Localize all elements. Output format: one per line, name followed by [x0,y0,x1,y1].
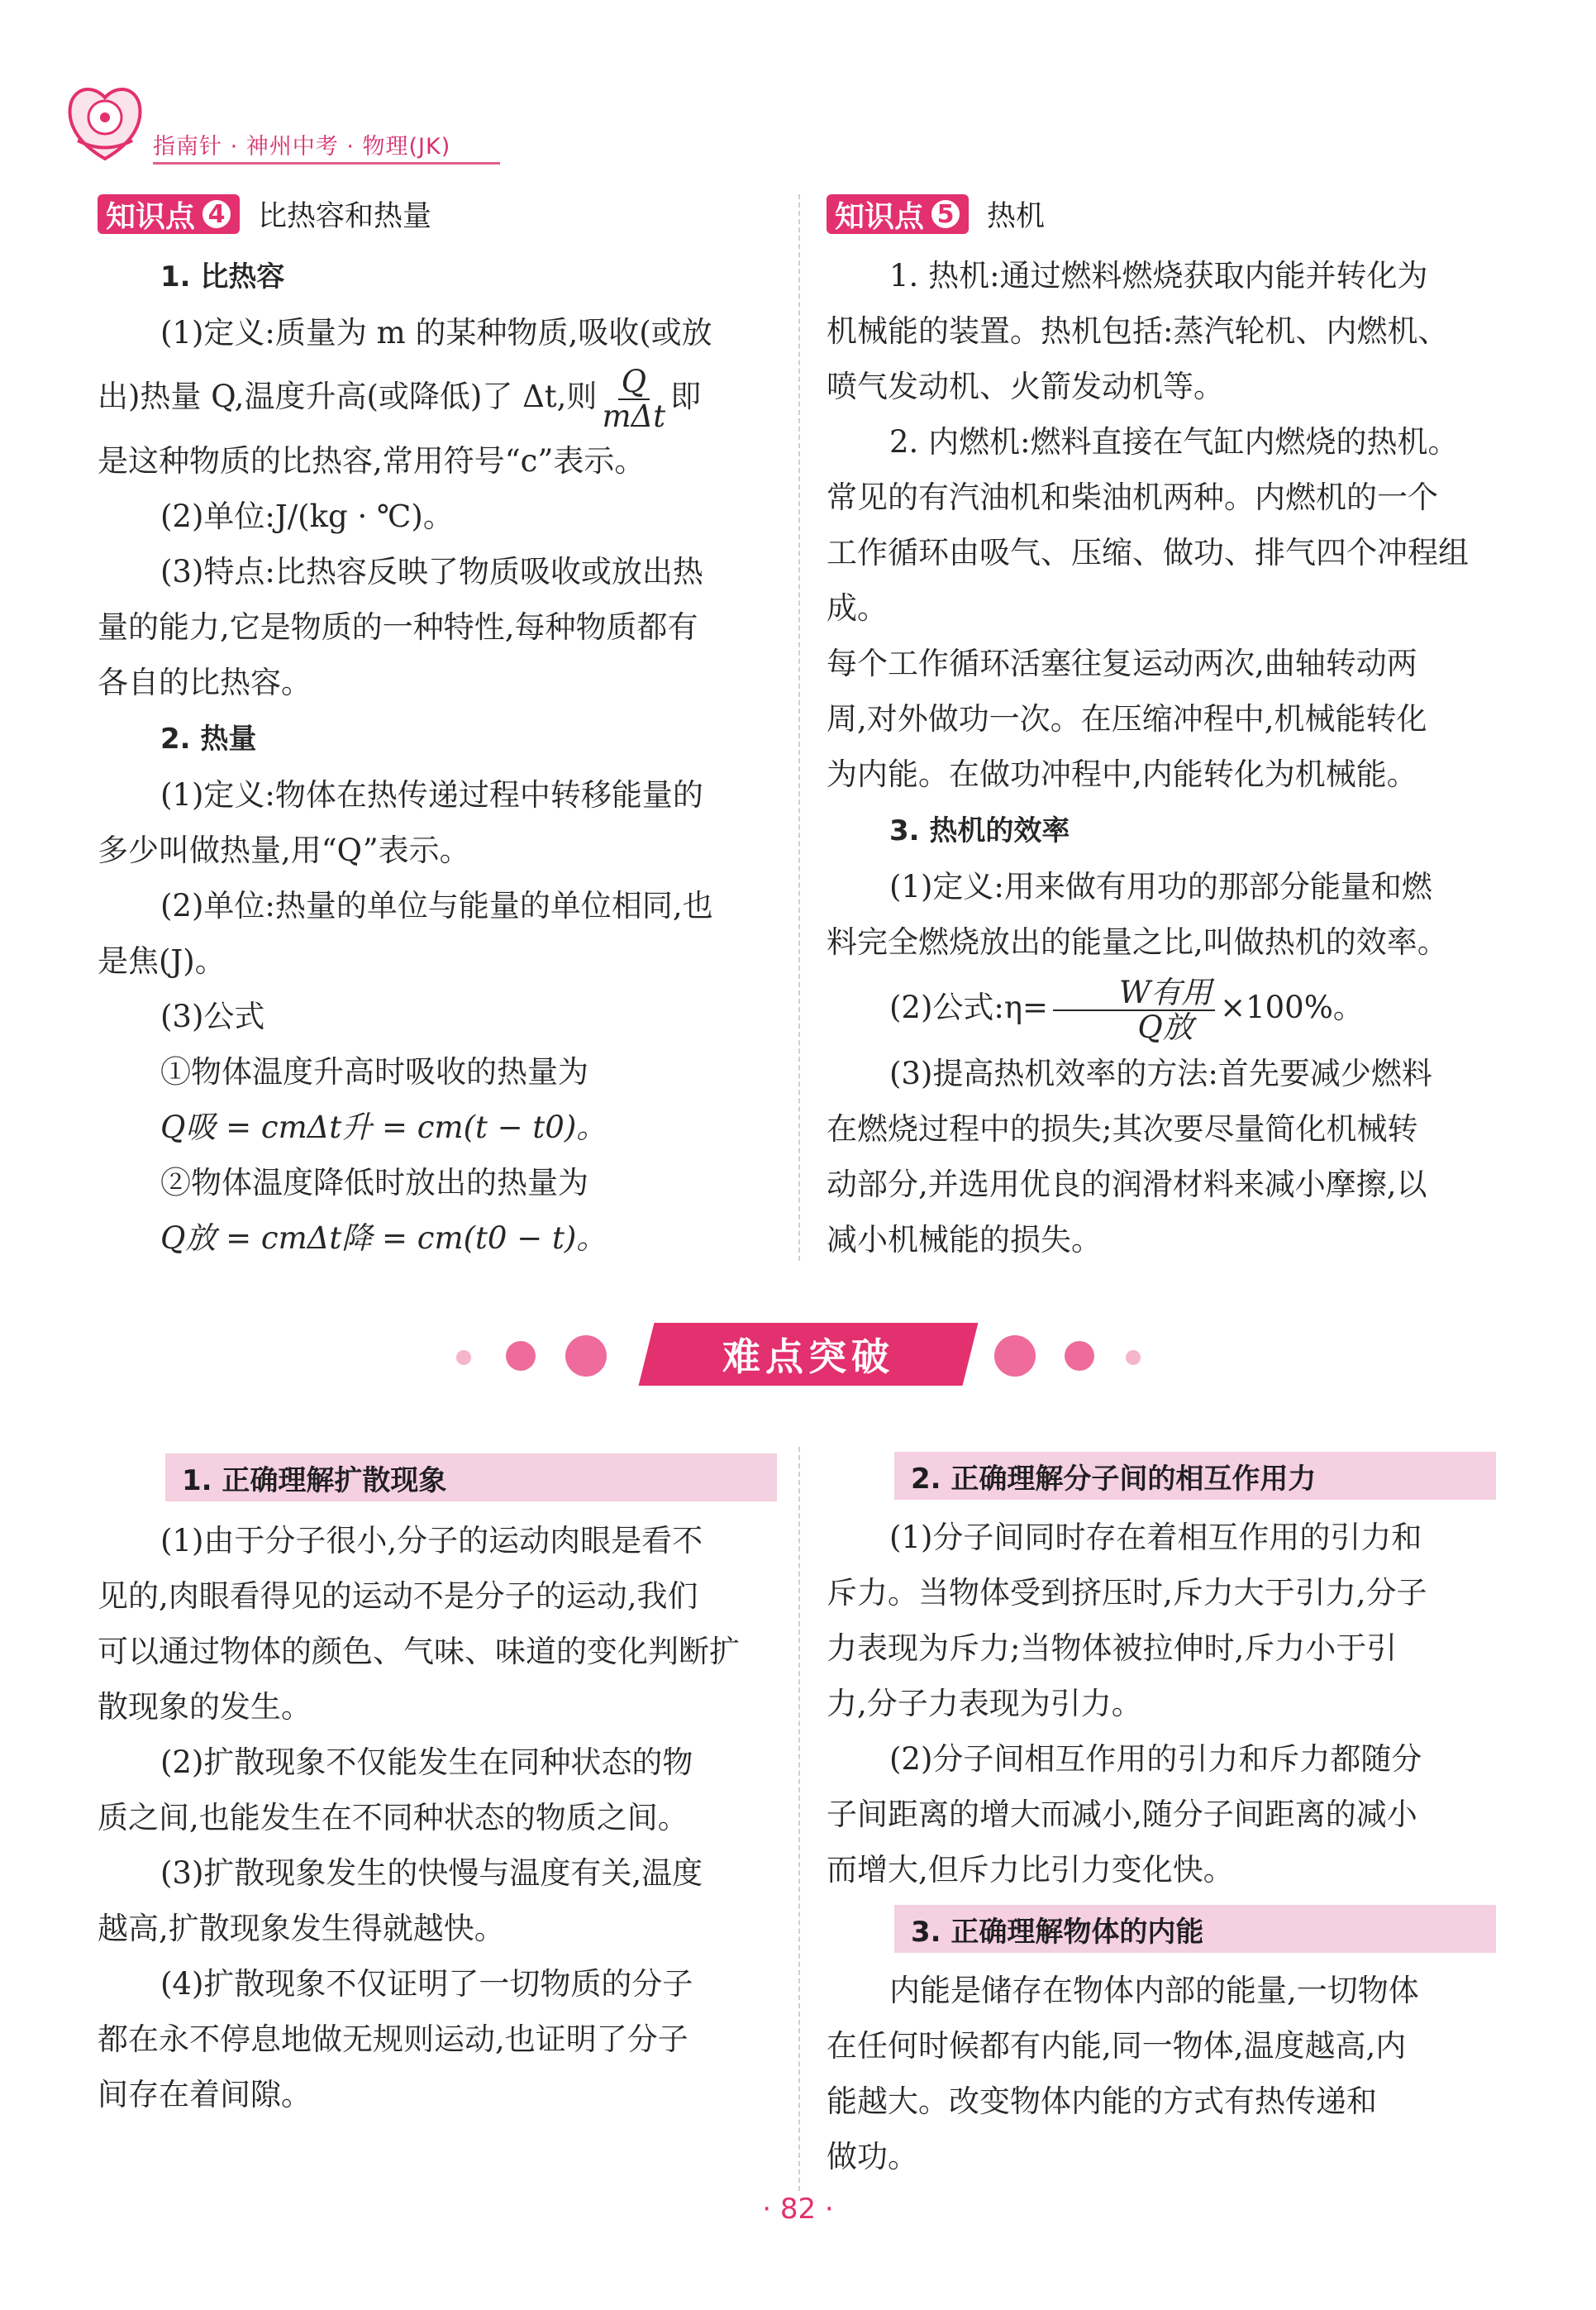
fraction-numerator: W有用 [1053,976,1215,1011]
paragraph: 减小机械能的损失。 [827,1222,1102,1258]
paragraph: 是焦(J)。 [98,943,226,979]
paragraph: 是这种物质的比热容,常用符号“c”表示。 [98,443,646,479]
paragraph: (1)分子间同时存在着相互作用的引力和 [889,1520,1422,1555]
knowledge-point-label: 知识点 [106,199,196,234]
paragraph: (1)由于分子很小,分子的运动肉眼是看不 [160,1523,703,1558]
paragraph: 做功。 [827,2139,918,2174]
paragraph: (3)公式 [160,999,265,1034]
paragraph: 力,分子力表现为引力。 [827,1686,1142,1721]
paragraph: 子间距离的增大而减小,随分子间距离的减小 [827,1797,1417,1832]
paragraph: (3)提高热机效率的方法:首先要减少燃料 [889,1056,1432,1091]
fraction-denominator: Q放 [1137,1009,1193,1045]
paragraph: 多少叫做热量,用“Q”表示。 [98,833,470,868]
paragraph: (1)定义:物体在热传递过程中转移能量的 [160,777,703,813]
paragraph-with-fraction [827,970,1513,1046]
paragraph: 各自的比热容。 [98,665,312,700]
column-divider [798,1447,800,2191]
decorative-dot [456,1350,471,1365]
paragraph: (2)单位:J/(kg · ℃)。 [160,499,454,534]
paragraph: 斥力。当物体受到挤压时,斥力大于引力,分子 [827,1575,1427,1611]
paragraph: (1)定义:用来做有用功的那部分能量和燃 [889,869,1432,904]
paragraph: 在任何时候都有内能,同一物体,温度越高,内 [827,2028,1407,2064]
paragraph: (2)分子间相互作用的引力和斥力都随分 [889,1741,1422,1777]
paragraph: 见的,肉眼看得见的运动不是分子的运动,我们 [98,1578,698,1614]
decorative-dot [1065,1341,1094,1371]
paragraph: 而增大,但斥力比引力变化快。 [827,1852,1234,1888]
knowledge-point-number: 4 [200,198,233,231]
paragraph: 都在永不停息地做无规则运动,也证明了分子 [98,2021,688,2057]
paragraph [827,248,1513,303]
text: ×100%。 [1220,990,1364,1025]
paragraph: 间存在着间隙。 [98,2077,312,2112]
fraction-numerator: Q [618,365,650,400]
knowledge-point-label: 知识点 [835,199,925,234]
paragraph-with-fraction [98,360,784,433]
decorative-dot [1126,1350,1141,1365]
text: 1. 热机:通过燃料燃烧获取内能并转化为 [889,258,1428,294]
paragraph: 机械能的装置。热机包括:蒸汽轮机、内燃机、 [827,313,1449,349]
paragraph: 动部分,并选用优良的润滑材料来减小摩擦,以 [827,1167,1427,1202]
paragraph: 在燃烧过程中的损失;其次要尽量简化机械转 [827,1111,1418,1147]
series-title: 指南针 · 神州中考 · 物理(JK) [153,134,451,160]
paragraph: 周,对外做功一次。在压缩冲程中,机械能转化 [827,701,1427,737]
paragraph: ②物体温度降低时放出的热量为 [160,1165,588,1200]
page-number: · 82 · [762,2193,834,2226]
paragraph: 工作循环由吸气、压缩、做功、排气四个冲程组成。 [827,535,1469,626]
right-column-text [827,248,1513,1267]
paragraph: 内能是储存在物体内部的能量,一切物体 [889,1973,1419,2008]
knowledge-point-title: 热机 [987,200,1046,233]
text: 即 [670,379,702,414]
paragraph: 越高,扩散现象发生得就越快。 [98,1911,505,1946]
decorative-dot [565,1335,607,1377]
decorative-dot [994,1335,1036,1377]
subheading-internal-energy: 3. 正确理解物体的内能 [894,1905,1496,1953]
section-banner-title: 难点突破 [722,1334,894,1379]
publisher-logo-icon [60,76,150,167]
left-column-text [98,248,784,1266]
column-divider [798,194,800,1261]
paragraph: 喷气发动机、火箭发动机等。 [827,369,1224,404]
knowledge-point-badge [98,194,240,234]
fraction [1053,976,1215,1044]
fraction [602,365,665,433]
paragraph: 可以通过物体的颜色、气味、味道的变化判断扩 [98,1634,740,1669]
paragraph: ①物体温度升高时吸收的热量为 [160,1054,588,1090]
paragraph: 散现象的发生。 [98,1689,312,1725]
formula-absorbed-heat: Q吸 = cmΔt升 = cm(t − t0)。 [160,1110,607,1145]
paragraph: (1)定义:质量为 m 的某种物质,吸收(或放 [160,315,712,351]
knowledge-point-title: 比热容和热量 [258,200,432,233]
text: (2)公式:η= [889,990,1049,1025]
paragraph: 力表现为斥力;当物体被拉伸时,斥力小于引 [827,1630,1398,1666]
formula-released-heat: Q放 = cmΔt降 = cm(t0 − t)。 [160,1220,607,1256]
subheading-intermolecular-forces: 2. 正确理解分子间的相互作用力 [894,1452,1496,1500]
paragraph: 每个工作循环活塞往复运动两次,曲轴转动两 [827,646,1417,681]
paragraph: 量的能力,它是物质的一种特性,每种物质都有 [98,609,698,645]
paragraph: (2)扩散现象不仅能发生在同种状态的物 [160,1744,693,1780]
decorative-dot [506,1341,536,1371]
knowledge-point-badge [827,194,969,234]
subheading-heat: 2. 热量 [160,723,257,756]
knowledge-point-5-header [827,193,1045,236]
paragraph: 能越大。改变物体内能的方式有热传递和 [827,2083,1377,2119]
subheading-diffusion: 1. 正确理解扩散现象 [165,1453,777,1501]
header-rule [153,162,500,165]
knowledge-point-4-header [98,193,431,236]
paragraph: (4)扩散现象不仅证明了一切物质的分子 [160,1966,693,2002]
knowledge-point-number: 5 [929,198,962,231]
paragraph: 质之间,也能发生在不同种状态的物质之间。 [98,1800,688,1835]
paragraph: 为内能。在做功冲程中,内能转化为机械能。 [827,756,1417,792]
text: 出)热量 Q,温度升高(或降低)了 Δt,则 [98,379,598,414]
paragraph: 2. 内燃机:燃料直接在气缸内燃烧的热机。 [889,424,1459,460]
intermolecular-forces-text [827,1510,1513,1897]
fraction-denominator: mΔt [602,398,666,434]
paragraph: 料完全燃烧放出的能量之比,叫做热机的效率。 [827,924,1448,960]
diffusion-text [98,1513,784,2122]
paragraph: (2)单位:热量的单位与能量的单位相同,也 [160,888,713,924]
paragraph: (3)特点:比热容反映了物质吸收或放出热 [160,554,703,589]
internal-energy-text [827,1963,1513,2184]
subheading-specific-heat: 1. 比热容 [160,260,285,294]
paragraph: (3)扩散现象发生的快慢与温度有关,温度 [160,1855,703,1891]
paragraph: 常见的有汽油机和柴油机两种。内燃机的一个 [827,480,1438,515]
subheading-heat-engine-efficiency: 3. 热机的效率 [889,814,1070,847]
